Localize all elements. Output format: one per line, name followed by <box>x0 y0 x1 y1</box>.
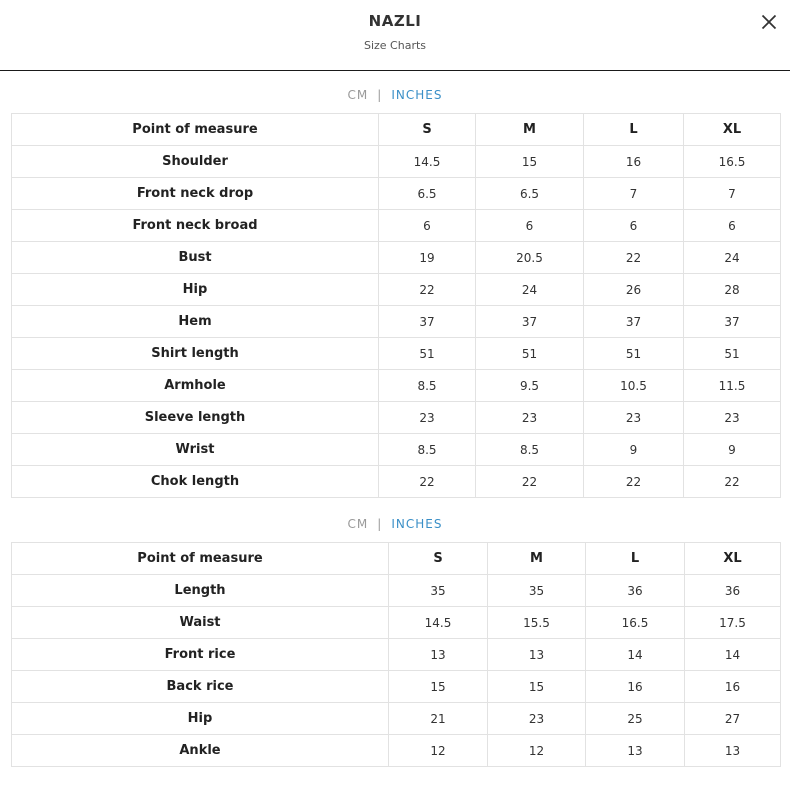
measure-label: Bust <box>12 242 379 274</box>
size-value: 22 <box>584 466 684 498</box>
size-value: 15 <box>389 671 488 703</box>
measure-label: Hip <box>12 274 379 306</box>
size-value: 10.5 <box>584 370 684 402</box>
size-value: 37 <box>476 306 584 338</box>
measure-label: Front rice <box>12 639 389 671</box>
column-header: Point of measure <box>12 114 379 146</box>
size-value: 15 <box>488 671 586 703</box>
size-value: 6 <box>684 210 781 242</box>
bottom-size-table <box>11 542 781 767</box>
table-row <box>12 402 781 434</box>
size-value: 9 <box>584 434 684 466</box>
column-header: M <box>476 114 584 146</box>
table-row <box>12 607 781 639</box>
table-row <box>12 434 781 466</box>
size-value: 28 <box>684 274 781 306</box>
table-row <box>12 242 781 274</box>
size-value: 37 <box>584 306 684 338</box>
size-value: 23 <box>488 703 586 735</box>
table-row <box>12 178 781 210</box>
size-value: 37 <box>684 306 781 338</box>
table-row <box>12 671 781 703</box>
size-value: 6 <box>379 210 476 242</box>
unit-separator: | <box>377 88 383 102</box>
size-value: 17.5 <box>685 607 781 639</box>
size-value: 19 <box>379 242 476 274</box>
size-value: 8.5 <box>379 434 476 466</box>
measure-label: Armhole <box>12 370 379 402</box>
size-value: 13 <box>488 639 586 671</box>
modal-header <box>0 0 790 71</box>
size-value: 37 <box>379 306 476 338</box>
measure-label: Ankle <box>12 735 389 767</box>
measure-label: Wrist <box>12 434 379 466</box>
unit-inches-button[interactable]: INCHES <box>391 88 443 102</box>
size-value: 13 <box>586 735 685 767</box>
column-header: Point of measure <box>12 543 389 575</box>
size-value: 23 <box>379 402 476 434</box>
size-value: 16 <box>685 671 781 703</box>
column-header: M <box>488 543 586 575</box>
size-value: 35 <box>488 575 586 607</box>
measure-label: Shirt length <box>12 338 379 370</box>
size-value: 16 <box>586 671 685 703</box>
table-body <box>12 146 781 498</box>
unit-cm-button[interactable]: CM <box>347 88 369 102</box>
table-row <box>12 306 781 338</box>
size-value: 16.5 <box>586 607 685 639</box>
size-value: 51 <box>476 338 584 370</box>
measure-label: Front neck broad <box>12 210 379 242</box>
size-value: 6.5 <box>379 178 476 210</box>
unit-inches-button[interactable]: INCHES <box>391 517 443 531</box>
size-value: 23 <box>684 402 781 434</box>
column-header: S <box>389 543 488 575</box>
size-value: 9 <box>684 434 781 466</box>
size-value: 13 <box>685 735 781 767</box>
unit-separator: | <box>377 517 383 531</box>
size-value: 22 <box>476 466 584 498</box>
size-value: 51 <box>684 338 781 370</box>
column-header: L <box>584 114 684 146</box>
page-subtitle: Size Charts <box>363 39 427 52</box>
size-value: 14.5 <box>389 607 488 639</box>
size-value: 14 <box>685 639 781 671</box>
size-value: 16 <box>584 146 684 178</box>
measure-label: Sleeve length <box>12 402 379 434</box>
size-value: 6 <box>584 210 684 242</box>
size-value: 51 <box>379 338 476 370</box>
table-row <box>12 370 781 402</box>
table-header-row <box>12 114 781 146</box>
measure-label: Hem <box>12 306 379 338</box>
size-value: 12 <box>389 735 488 767</box>
measure-label: Length <box>12 575 389 607</box>
table-header-row <box>12 543 781 575</box>
measure-label: Back rice <box>12 671 389 703</box>
unit-toggle <box>0 85 790 105</box>
table-row <box>12 575 781 607</box>
size-value: 11.5 <box>684 370 781 402</box>
brand-title: NAZLI <box>368 12 422 30</box>
table-row <box>12 703 781 735</box>
size-value: 6.5 <box>476 178 584 210</box>
table-body <box>12 575 781 767</box>
size-value: 8.5 <box>379 370 476 402</box>
size-value: 24 <box>476 274 584 306</box>
measure-label: Waist <box>12 607 389 639</box>
table-row <box>12 274 781 306</box>
table-row <box>12 338 781 370</box>
size-value: 27 <box>685 703 781 735</box>
size-value: 22 <box>684 466 781 498</box>
column-header: XL <box>684 114 781 146</box>
column-header: XL <box>685 543 781 575</box>
close-button[interactable] <box>758 9 780 35</box>
size-value: 22 <box>584 242 684 274</box>
size-value: 16.5 <box>684 146 781 178</box>
size-value: 12 <box>488 735 586 767</box>
table-row <box>12 639 781 671</box>
size-value: 36 <box>685 575 781 607</box>
size-value: 23 <box>584 402 684 434</box>
top-size-table <box>11 113 781 498</box>
close-icon <box>761 14 777 30</box>
unit-toggle <box>0 514 790 534</box>
measure-label: Hip <box>12 703 389 735</box>
size-value: 36 <box>586 575 685 607</box>
column-header: S <box>379 114 476 146</box>
unit-cm-button[interactable]: CM <box>347 517 369 531</box>
size-value: 24 <box>684 242 781 274</box>
size-value: 7 <box>584 178 684 210</box>
size-value: 8.5 <box>476 434 584 466</box>
size-value: 51 <box>584 338 684 370</box>
measure-label: Shoulder <box>12 146 379 178</box>
measure-label: Chok length <box>12 466 379 498</box>
table-row <box>12 735 781 767</box>
size-value: 7 <box>684 178 781 210</box>
table-row <box>12 146 781 178</box>
size-value: 21 <box>389 703 488 735</box>
size-value: 20.5 <box>476 242 584 274</box>
size-value: 15.5 <box>488 607 586 639</box>
size-value: 9.5 <box>476 370 584 402</box>
size-value: 25 <box>586 703 685 735</box>
size-value: 26 <box>584 274 684 306</box>
table-row <box>12 210 781 242</box>
size-value: 13 <box>389 639 488 671</box>
size-value: 15 <box>476 146 584 178</box>
size-value: 23 <box>476 402 584 434</box>
measure-label: Front neck drop <box>12 178 379 210</box>
size-value: 14 <box>586 639 685 671</box>
size-value: 22 <box>379 274 476 306</box>
table-row <box>12 466 781 498</box>
size-value: 22 <box>379 466 476 498</box>
size-value: 6 <box>476 210 584 242</box>
size-value: 35 <box>389 575 488 607</box>
size-value: 14.5 <box>379 146 476 178</box>
column-header: L <box>586 543 685 575</box>
